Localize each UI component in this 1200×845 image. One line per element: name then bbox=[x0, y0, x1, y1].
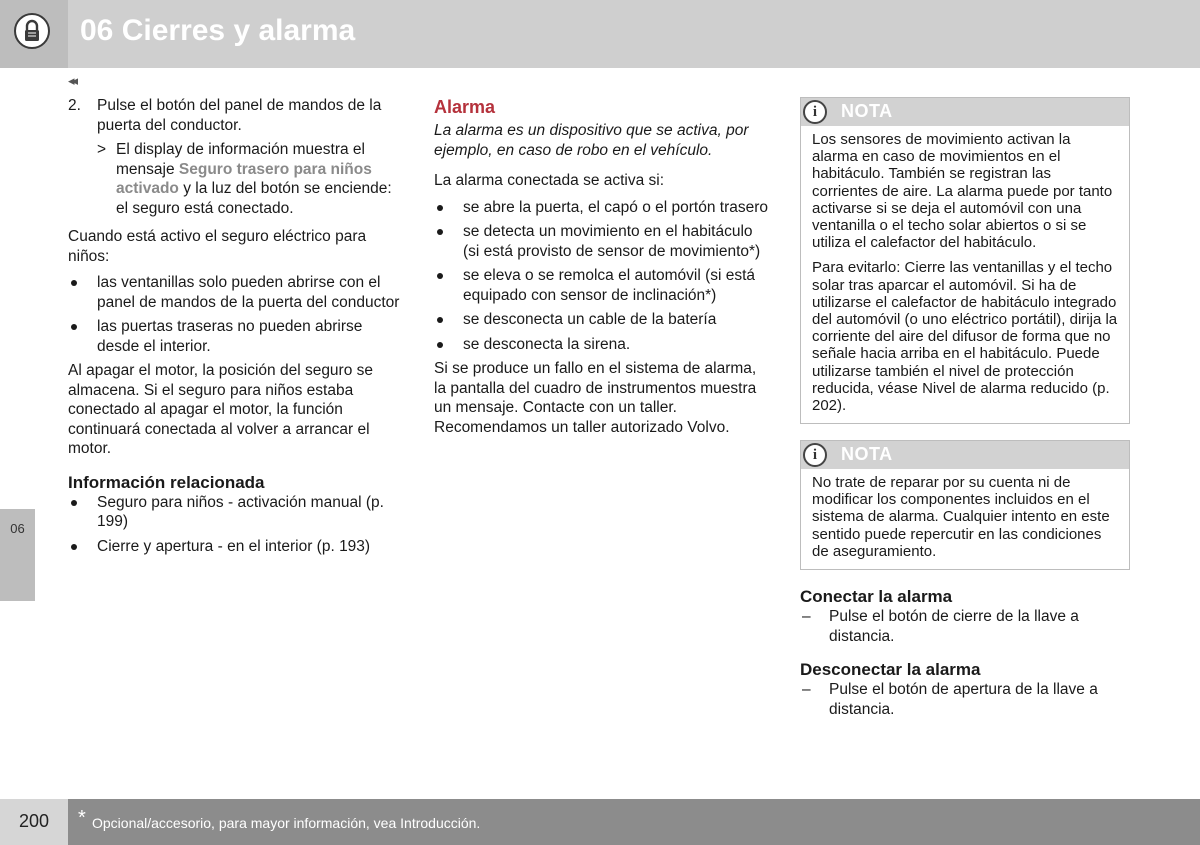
list-item-text: las ventanillas solo pueden abrirse con el panel de mandos de la puerta del conductor bbox=[97, 274, 400, 311]
list-item bbox=[68, 317, 400, 356]
step-text: Pulse el botón del panel de mandos de la puerta del conductor. bbox=[97, 97, 382, 134]
asterisk-icon: * bbox=[78, 807, 86, 829]
connect-step bbox=[800, 607, 1130, 646]
note-body bbox=[801, 126, 1129, 422]
bullet-icon bbox=[71, 544, 77, 550]
column-middle bbox=[434, 96, 770, 437]
bullet-icon bbox=[71, 500, 77, 506]
note-body bbox=[801, 469, 1129, 568]
related-link[interactable] bbox=[68, 493, 400, 532]
section-heading: Alarma bbox=[434, 97, 496, 117]
list-item bbox=[434, 310, 770, 330]
page-number: 200 bbox=[18, 811, 50, 831]
result-text-pre: El display de información muestra el mensaje bbox=[116, 141, 365, 178]
dash-marker: – bbox=[802, 608, 811, 625]
footer-note: Opcional/accesorio, para mayor información, vea Introducción. bbox=[92, 815, 481, 831]
related-link[interactable] bbox=[68, 537, 400, 557]
list-item bbox=[434, 335, 770, 355]
bullet-icon bbox=[437, 205, 443, 211]
bullet-icon bbox=[437, 273, 443, 279]
related-heading: Información relacionada bbox=[68, 472, 265, 492]
note-header bbox=[801, 441, 1129, 469]
chapter-title: 06 Cierres y alarma bbox=[80, 14, 356, 47]
list-item bbox=[68, 273, 400, 312]
chapter-tab-label: 06 bbox=[10, 521, 25, 536]
list-item-text: se eleva o se remolca el automóvil (si está equipado con sensor de inclinación*) bbox=[463, 267, 756, 304]
list-item-text: las puertas traseras no pueden abrirse desde el interior. bbox=[97, 318, 363, 355]
paragraph: La alarma conectada se activa si: bbox=[434, 172, 665, 189]
back-arrow-icon[interactable]: ◂◂ bbox=[68, 73, 76, 88]
disconnect-heading: Desconectar la alarma bbox=[800, 660, 981, 679]
disconnect-text: Pulse el botón de apertura de la llave a distancia. bbox=[829, 681, 1098, 718]
note-title: NOTA bbox=[841, 444, 893, 464]
info-icon: i bbox=[803, 100, 827, 124]
list-item-text: se desconecta la sirena. bbox=[463, 335, 631, 353]
bullet-icon bbox=[437, 342, 443, 348]
bullet-icon bbox=[437, 317, 443, 323]
list-item-text: se desconecta un cable de la batería bbox=[463, 311, 717, 328]
related-link-text[interactable]: Seguro para niños - activación manual (p. 199) bbox=[97, 493, 384, 530]
paragraph: Si se produce un fallo en el sistema de alarma, la pantalla del cuadro de instrumentos muestra un mensaje. Contacte con un taller. Recomendamos un taller autorizado Volvo. bbox=[434, 360, 757, 436]
note-paragraph: Para evitarlo: Cierre las ventanillas y el techo solar tras aparcar el automóvil. Si ha de utilizarse el calefactor de habitáculo integrado del automóvil (o uno eléctrico portátil), dirija la corriente del aire del difusor de forma que no señale hacia arriba en el habitáculo. Puede utilizarse también el nivel de protección reducida, véase Nivel de alarma reducido (p. 202). bbox=[812, 259, 1118, 415]
bullet-icon bbox=[71, 324, 77, 330]
list-item bbox=[434, 266, 770, 305]
result-text-post: y la luz del botón se enciende: el seguro está conectado. bbox=[116, 180, 392, 217]
list-item bbox=[434, 222, 770, 261]
step-result bbox=[68, 140, 400, 218]
paragraph: Al apagar el motor, la posición del seguro se almacena. Si el seguro para niños estaba conectado al apagar el motor, la función continuará conectada al volver a arrancar el motor. bbox=[68, 362, 374, 457]
intro-paragraph: La alarma es un dispositivo que se activa, por ejemplo, en caso de robo en el vehículo. bbox=[434, 122, 749, 159]
connect-heading: Conectar la alarma bbox=[800, 587, 953, 606]
related-link-text[interactable]: Cierre y apertura - en el interior (p. 193) bbox=[97, 537, 371, 555]
paragraph: Cuando está activo el seguro eléctrico para niños: bbox=[68, 228, 367, 265]
bullet-icon bbox=[71, 280, 77, 286]
step-item bbox=[68, 96, 400, 135]
bullet-icon bbox=[437, 229, 443, 235]
list-item-text: se abre la puerta, el capó o el portón trasero bbox=[463, 198, 769, 216]
note-paragraph: Los sensores de movimiento activan la alarma en caso de movimientos en el habitáculo. También se registran las corrientes de aire. La alarma puede por tanto activarse si se deja el automóvil con una ventanilla o el techo solar abiertos o si se utiliza el calefactor del habitáculo. bbox=[812, 131, 1113, 252]
connect-text: Pulse el botón de cierre de la llave a distancia. bbox=[829, 608, 1079, 645]
list-item-text: se detecta un movimiento en el habitáculo (si está provisto de sensor de movimiento*) bbox=[463, 223, 761, 260]
note-title: NOTA bbox=[841, 101, 893, 121]
display-message: Seguro trasero para niños activado bbox=[116, 160, 372, 197]
note-paragraph: No trate de reparar por su cuenta ni de modificar los componentes incluidos en el sistema de alarma. Cualquier intento en este sentido puede repercutir en las condiciones de aseguramiento. bbox=[812, 474, 1110, 560]
note-header bbox=[801, 98, 1129, 126]
disconnect-step bbox=[800, 680, 1130, 719]
info-icon: i bbox=[803, 443, 827, 467]
lock-icon bbox=[14, 13, 50, 49]
dash-marker: – bbox=[802, 681, 811, 698]
note-box bbox=[800, 440, 1130, 570]
alarm-instructions bbox=[800, 587, 1130, 719]
column-left bbox=[68, 96, 400, 561]
step-number: 2. bbox=[68, 97, 81, 114]
note-box bbox=[800, 97, 1130, 424]
list-item bbox=[434, 198, 770, 218]
result-marker: > bbox=[97, 141, 107, 158]
